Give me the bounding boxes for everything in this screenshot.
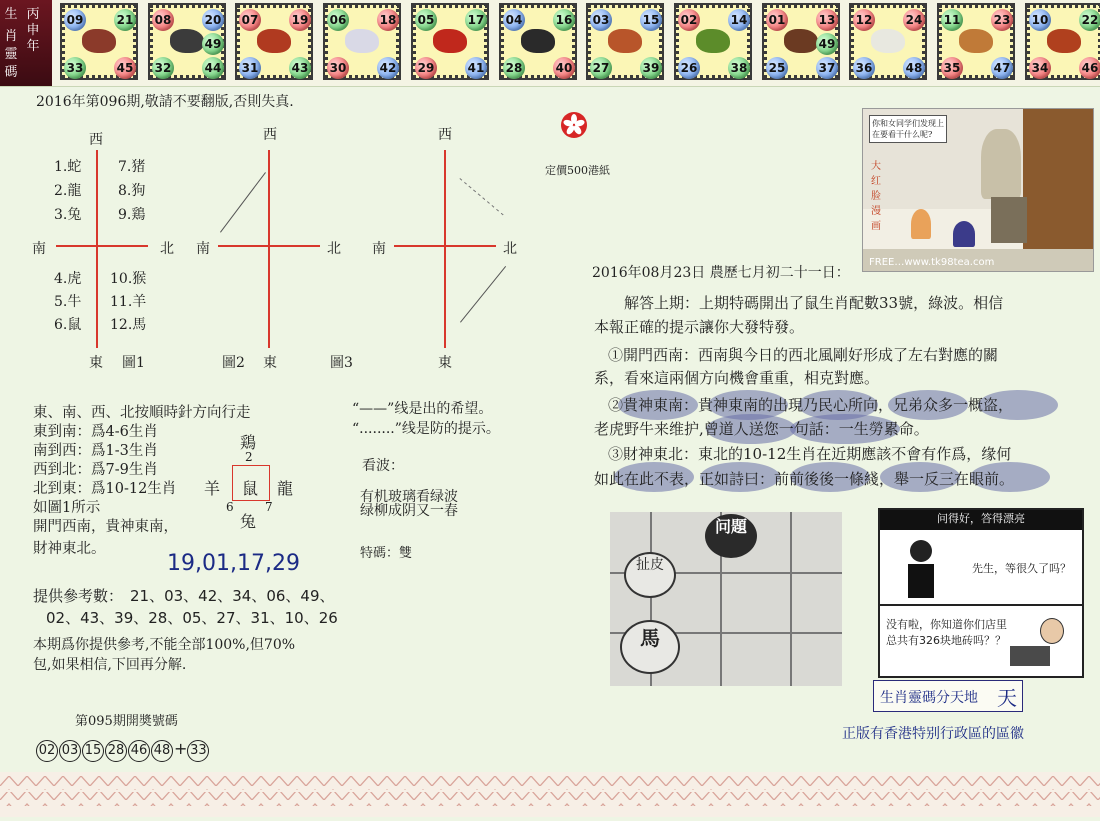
date-line: 2016年08月23日 農歷七月初二十一日：: [592, 265, 850, 281]
diagram3-east: 北: [503, 241, 517, 257]
number-ball: 44: [202, 57, 224, 79]
cross-left: 羊: [204, 479, 221, 498]
monkey-icon: [784, 29, 818, 53]
diagram1-south: 東: [89, 355, 103, 371]
goat-icon: [696, 29, 730, 53]
number-ball: 47: [991, 57, 1013, 79]
number-ball: 49: [202, 33, 224, 55]
zodiac-card: [1025, 3, 1100, 80]
cross-center: 鼠: [242, 479, 259, 498]
number-ball: 33: [64, 57, 86, 79]
zodiac-card: [586, 3, 664, 80]
authentic-note: 正版有香港特别行政區的區徽: [842, 726, 1024, 742]
number-ball: 07: [239, 9, 261, 31]
diagram3-north: 西: [438, 127, 452, 143]
zodiac-card: [762, 3, 840, 80]
legend-solid: “——”线是出的希望。: [352, 401, 493, 417]
comic2-title: 问得好，答得漂亮: [880, 510, 1082, 530]
cross-br-num: 7: [265, 500, 273, 514]
number-ball: 39: [640, 57, 662, 79]
logo-char: 生: [4, 7, 18, 22]
zodiac-label: 10.猴: [110, 271, 147, 287]
plus-sign: +: [174, 739, 188, 758]
logo-char: 丙: [26, 7, 40, 22]
comic1-speech: 你和女同学们发现上在要看干什么呢?: [869, 115, 947, 143]
brand-logo: [0, 0, 52, 86]
zodiac-label: 6.鼠: [54, 317, 82, 333]
kanbo-line: 绿柳成阴又一春: [360, 503, 458, 519]
zodiac-label: 2.龍: [54, 183, 82, 199]
kanbo-label: 看波：: [362, 458, 404, 474]
answer-line: ③財神東北：東北的10-12生肖在近期應該不會有作爲，缘何: [608, 445, 1012, 463]
prev-special-number: 33: [187, 740, 209, 762]
zodiac-label: 1.蛇: [54, 159, 82, 175]
comic2-answer: 总共有326块地砖吗？？: [886, 634, 1006, 647]
diagram1-caption: 圖1: [122, 355, 145, 371]
diagram2-east: 北: [327, 241, 341, 257]
hint-photo: [610, 512, 842, 686]
logo-char: 肖: [4, 29, 18, 44]
diagram3-caption: 圖3: [330, 355, 353, 371]
number-ball: 34: [1029, 57, 1051, 79]
number-ball: 26: [678, 57, 700, 79]
prev-number: 48: [151, 740, 173, 762]
slogan-text: 生肖靈碼分天地: [880, 690, 978, 706]
snake-icon: [521, 29, 555, 53]
zodiac-card: [235, 3, 313, 80]
prev-draw-label: 第095期開奬號碼: [75, 714, 178, 729]
legend-dotted: “........”线是防的提示。: [352, 421, 500, 437]
photo-tag: 馬: [620, 620, 680, 674]
number-ball: 16: [553, 9, 575, 31]
ox-icon: [170, 29, 204, 53]
number-ball: 18: [377, 9, 399, 31]
logo-char: 年: [26, 39, 40, 54]
number-ball: 21: [114, 9, 136, 31]
number-ball: 45: [114, 57, 136, 79]
comic2-answer: 没有啦，你知道你们店里: [886, 618, 1007, 631]
diagram1-east: 北: [160, 241, 174, 257]
answer-line: 如此在此不表，正如詩曰：前前後後一條綫，舉一反三在眼前。: [594, 470, 1015, 488]
number-ball: 24: [903, 9, 925, 31]
prev-number: 02: [36, 740, 58, 762]
rat-icon: [82, 29, 116, 53]
photo-tag: 扯皮: [624, 552, 676, 598]
number-ball: 46: [1079, 57, 1100, 79]
number-ball: 01: [766, 9, 788, 31]
zodiac-label: 8.狗: [118, 183, 146, 199]
number-ball: 12: [853, 9, 875, 31]
diagram2-north: 西: [263, 127, 277, 143]
answer-line: 解答上期：上期特碼開出了鼠生肖配數33號，綠波。相信: [624, 294, 1004, 312]
dog-icon: [959, 29, 993, 53]
zodiac-card: [411, 3, 489, 80]
rooster-icon: [871, 29, 905, 53]
number-ball: 32: [152, 57, 174, 79]
explain-line: 財神東北。: [33, 541, 106, 557]
diagram3-west: 南: [372, 241, 386, 257]
number-ball: 36: [853, 57, 875, 79]
number-ball: 35: [941, 57, 963, 79]
number-ball: 05: [415, 9, 437, 31]
number-ball: 03: [590, 9, 612, 31]
number-ball: 02: [678, 9, 700, 31]
zodiac-label: 3.兔: [54, 207, 82, 223]
explain-line: 西到北：爲7-9生肖: [33, 462, 158, 478]
comic-panel-2: [878, 508, 1084, 678]
number-ball: 08: [152, 9, 174, 31]
zodiac-label: 11.羊: [110, 294, 147, 310]
comic1-side: 大红脸漫画: [871, 161, 881, 232]
tiger-icon: [257, 29, 291, 53]
answer-line: 本報正確的提示讓你大發特發。: [594, 318, 805, 336]
ref-numbers-line2: 02、43、39、28、05、27、31、10、26: [46, 609, 338, 627]
diagram1-west: 南: [32, 241, 46, 257]
zodiac-card: [60, 3, 138, 80]
logo-char: 申: [26, 23, 40, 38]
diagram1-north: 西: [89, 132, 103, 148]
zodiac-card: [499, 3, 577, 80]
number-ball: 48: [903, 57, 925, 79]
prev-number: 15: [82, 740, 104, 762]
number-ball: 04: [503, 9, 525, 31]
issue-notice: 2016年第096期,敬請不要翻版,否則失真.: [36, 94, 294, 110]
diagram2-south: 東: [263, 355, 277, 371]
zodiac-label: 12.馬: [110, 317, 147, 333]
prev-number: 28: [105, 740, 127, 762]
comic2-question: 先生，等很久了吗？: [972, 562, 1071, 575]
number-ball: 40: [553, 57, 575, 79]
number-ball: 42: [377, 57, 399, 79]
pig-icon: [1047, 29, 1081, 53]
prev-draw-numbers: [36, 739, 210, 762]
number-ball: 09: [64, 9, 86, 31]
explain-line: 南到西：爲1-3生肖: [33, 443, 158, 459]
diagram3-south: 東: [438, 355, 452, 371]
rabbit-icon: [345, 29, 379, 53]
number-ball: 27: [590, 57, 612, 79]
prev-number: 46: [128, 740, 150, 762]
number-ball: 31: [239, 57, 261, 79]
cross-right: 龍: [277, 479, 294, 498]
hk-emblem-icon: [560, 111, 588, 139]
prev-number: 03: [59, 740, 81, 762]
comic1-watermark: FREE…www.tk98tea.com: [869, 257, 995, 268]
number-ball: 29: [415, 57, 437, 79]
zodiac-card: [148, 3, 226, 80]
kanbo-line: 有机玻璃看绿波: [360, 489, 458, 505]
cross-bottom: 兔: [240, 512, 257, 531]
photo-tag: 问題: [705, 514, 757, 558]
answer-line: ②貴神東南：貴神東南的出現乃民心所向，兄弟众多一概盗，: [608, 396, 1014, 414]
cross-top-num: 2: [245, 450, 253, 464]
featured-numbers: 19,01,17,29: [167, 551, 300, 576]
ref-numbers-line1: 21、03、42、34、06、49、: [130, 587, 335, 605]
number-ball: 20: [202, 9, 224, 31]
zodiac-card: [674, 3, 752, 80]
zodiac-card: [937, 3, 1015, 80]
number-ball: 49: [816, 33, 838, 55]
number-ball: 06: [327, 9, 349, 31]
slogan-big: 天: [997, 686, 1017, 710]
comic-panel-1: [862, 108, 1094, 272]
bottom-decoration: [0, 772, 1100, 817]
slogan-box: [873, 680, 1023, 712]
diagram2-west: 南: [196, 241, 210, 257]
zodiac-card: [849, 3, 927, 80]
zodiac-label: 7.猪: [118, 159, 146, 175]
tema-label: 特碼：雙: [360, 546, 413, 561]
horse-icon: [608, 29, 642, 53]
number-ball: 14: [728, 9, 750, 31]
logo-char: 靈: [4, 47, 18, 62]
number-ball: 23: [991, 9, 1013, 31]
ref-label: 提供參考數：: [33, 587, 124, 605]
answer-line: 老虎野牛来维护,曾道人送您一句話：一生勞累命。: [594, 420, 929, 438]
number-ball: 13: [816, 9, 838, 31]
number-ball: 17: [465, 9, 487, 31]
number-ball: 19: [289, 9, 311, 31]
explain-line: 北到東：爲10-12生肖: [33, 481, 177, 497]
zodiac-card: [323, 3, 401, 80]
number-ball: 15: [640, 9, 662, 31]
zodiac-label: 4.虎: [54, 271, 82, 287]
cross-bl-num: 6: [226, 500, 234, 514]
number-ball: 38: [728, 57, 750, 79]
zodiac-label: 5.牛: [54, 294, 82, 310]
answer-line: 系，看來這兩個方向機會重重，相克對應。: [594, 369, 880, 387]
number-ball: 28: [503, 57, 525, 79]
dragon-icon: [433, 29, 467, 53]
explain-line: 開門西南，貴神東南，: [33, 519, 178, 535]
zodiac-label: 9.鶏: [118, 207, 146, 223]
logo-char: 碼: [4, 65, 18, 80]
number-ball: 30: [327, 57, 349, 79]
number-ball: 22: [1079, 9, 1100, 31]
price-label: 定價500港紙: [545, 164, 610, 177]
disclaimer: 包,如果相信,下回再分解.: [33, 657, 187, 673]
explain-heading: 東、南、西、北按順時針方向行走: [33, 405, 251, 421]
number-ball: 11: [941, 9, 963, 31]
explain-line: 東到南：爲4-6生肖: [33, 424, 158, 440]
number-ball: 41: [465, 57, 487, 79]
disclaimer: 本期爲你提供參考,不能全部100%,但70%: [33, 637, 296, 653]
number-ball: 25: [766, 57, 788, 79]
number-ball: 10: [1029, 9, 1051, 31]
cross-top: 鶏: [240, 433, 257, 452]
diagram2-caption: 圖2: [222, 355, 245, 371]
answer-line: ①開門西南：西南與今日的西北風剛好形成了左右對應的關: [608, 346, 999, 364]
explain-line: 如圖1所示: [33, 500, 101, 516]
number-ball: 43: [289, 57, 311, 79]
number-ball: 37: [816, 57, 838, 79]
